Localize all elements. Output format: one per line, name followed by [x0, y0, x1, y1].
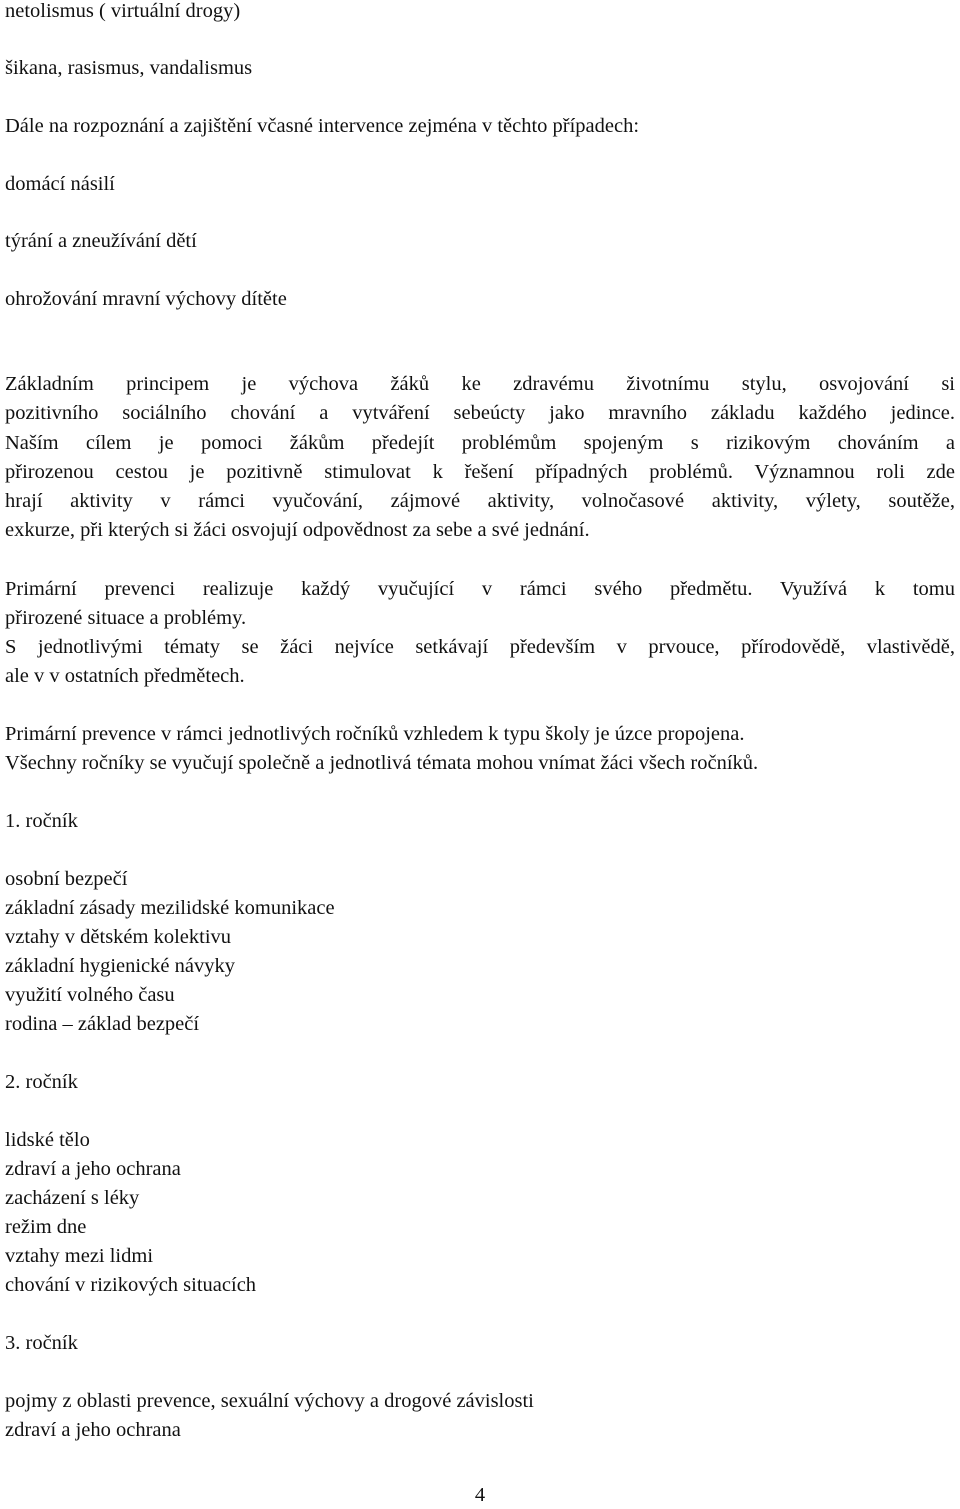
- list-item: zdraví a jeho ochrana: [5, 1419, 181, 1441]
- paragraph-line: pozitivního sociálního chování a vytváření sebeúcty jako mravního základu každého jedince.: [5, 402, 955, 424]
- list-item: rodina – základ bezpečí: [5, 1013, 200, 1035]
- grade-heading: 1. ročník: [5, 810, 78, 832]
- grade-heading: 3. ročník: [5, 1332, 78, 1354]
- list-item: lidské tělo: [5, 1129, 90, 1151]
- grade-heading: 2. ročník: [5, 1071, 78, 1093]
- list-item: základní zásady mezilidské komunikace: [5, 897, 335, 919]
- list-item: ohrožování mravní výchovy dítěte: [5, 288, 287, 310]
- list-item: chování v rizikových situacích: [5, 1274, 257, 1296]
- paragraph-line: exkurze, při kterých si žáci osvojují odpovědnost za sebe a své jednání.: [5, 519, 590, 541]
- paragraph-line: Naším cílem je pomoci žákům předejít problémům spojeným s rizikovým chováním a: [5, 432, 955, 454]
- list-item: zdraví a jeho ochrana: [5, 1158, 181, 1180]
- paragraph-line: Primární prevence v rámci jednotlivých ročníků vzhledem k typu školy je úzce propojena.: [5, 723, 745, 745]
- paragraph-line: přirozenou cestou je pozitivně stimulovat k řešení případných problémů. Významnou roli zde: [5, 461, 955, 483]
- list-item: využití volného času: [5, 984, 175, 1006]
- list-item: základní hygienické návyky: [5, 955, 235, 977]
- paragraph-line: Primární prevenci realizuje každý vyučující v rámci svého předmětu. Využívá k tomu: [5, 578, 955, 600]
- list-item: domácí násilí: [5, 173, 115, 195]
- paragraph-line: hrají aktivity v rámci vyučování, zájmové aktivity, volnočasové aktivity, výlety, soutěže,: [5, 490, 955, 512]
- list-item: vztahy mezi lidmi: [5, 1245, 154, 1267]
- list-item: režim dne: [5, 1216, 87, 1238]
- list-item: zacházení s léky: [5, 1187, 140, 1209]
- list-item: vztahy v dětském kolektivu: [5, 926, 232, 948]
- paragraph-line: Všechny ročníky se vyučují společně a jednotlivá témata mohou vnímat žáci všech ročníků.: [5, 752, 759, 774]
- list-item: týrání a zneužívání dětí: [5, 230, 197, 252]
- paragraph-line: přirozené situace a problémy.: [5, 607, 247, 629]
- list-item: netolismus ( virtuální drogy): [5, 0, 241, 22]
- paragraph-line: S jednotlivými tématy se žáci nejvíce setkávají především v prvouce, přírodovědě, vlastivědě,: [5, 636, 955, 658]
- list-item: osobní bezpečí: [5, 868, 128, 890]
- page-number: 4: [474, 1484, 486, 1506]
- list-item: Dále na rozpoznání a zajištění včasné intervence zejména v těchto případech:: [5, 115, 640, 137]
- paragraph-line: ale v v ostatních předmětech.: [5, 665, 245, 687]
- list-item: šikana, rasismus, vandalismus: [5, 57, 253, 79]
- list-item: pojmy z oblasti prevence, sexuální výchovy a drogové závislosti: [5, 1390, 534, 1412]
- paragraph-line: Základním principem je výchova žáků ke zdravému životnímu stylu, osvojování si: [5, 373, 955, 395]
